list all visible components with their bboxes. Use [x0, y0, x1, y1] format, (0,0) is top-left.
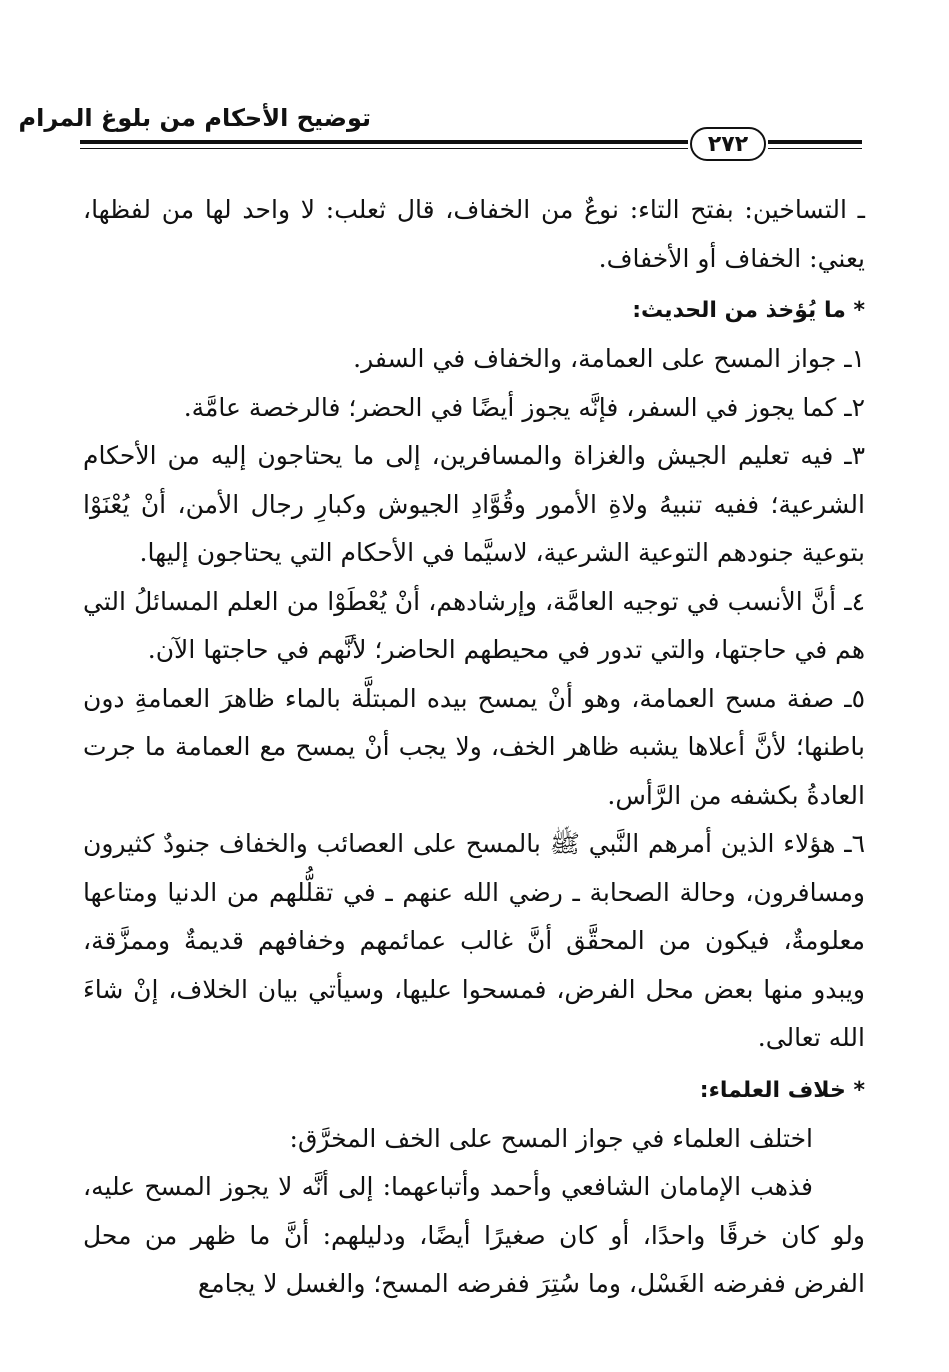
body-paragraph: فذهب الإمامان الشافعي وأحمد وأتباعهما: إلى أنَّه لا يجوز المسح عليه، ولو كان خرقًا واحدًا، أو كان صغيرًا أيضًا، ودليلهم: أنَّ ما ظهر من محل الفرض ففرضه الغَسْل، وما سُتِرَ ففرضه المسح؛ والغسل لا يجامع: [83, 1172, 865, 1298]
section-heading-scholars-disagreement: * خلاف العلماء:: [699, 1077, 865, 1103]
section-heading-hadith-benefits: * ما يُؤخذ من الحديث:: [632, 298, 865, 323]
list-item: ٥ـ صفة مسح العمامة، وهو أنْ يمسح بيده المبتلَّة بالماء ظاهرَ العمامةِ دون باطنها؛ لأنَّ أعلاها يشبه ظاهر الخف، ولا يجب أنْ يمسح مع العمامة ما جرت العادةُ بكشفه من الرَّأس.: [83, 683, 865, 810]
body-paragraph: اختلف العلماء في جواز المسح على الخف المخرَّق:: [289, 1123, 813, 1153]
running-header-title: توضيح الأحكام من بلوغ المرام: [18, 104, 371, 132]
definition-paragraph: ـ التساخين: بفتح التاء: نوعٌ من الخفاف، قال ثعلب: لا واحد لها من لفظها، يعني: الخفاف أو الأخفاف.: [83, 195, 865, 273]
list-item: ٦ـ هؤلاء الذين أمرهم النَّبي ﷺ بالمسح على العصائب والخفاف جنودٌ كثيرون ومسافرون، وحالة الصحابة ـ رضي الله عنهم ـ في تقلُّلهم من الدنيا ومتاعها معلومةٌ، فيكون من المحقَّق أنَّ غالب عمائمهم وخفافهم قديمةٌ وممزَّقة، ويبدو منها بعض محل الفرض، فمسحوا عليها، وسيأتي بيان الخلاف، إنْ شاءَ الله تعالى.: [83, 829, 865, 1052]
page-body: [83, 186, 865, 1309]
header-rule-right: [768, 140, 862, 149]
page-number: ٢٧٢: [690, 127, 766, 161]
list-item: ٤ـ أنَّ الأنسب في توجيه العامَّة، وإرشادهم، أنْ يُعْطَوْا من العلم المسائلُ التي هم في حاجتها، والتي تدور في محيطهم الحاضر؛ لأنَّهم في حاجتها الآن.: [83, 586, 865, 664]
list-item: ١ـ جواز المسح على العمامة، والخفاف في السفر.: [353, 344, 865, 373]
header-rule-left: [80, 140, 688, 149]
list-item: ٢ـ كما يجوز في السفر، فإنَّه يجوز أيضًا في الحضر؛ فالرخصة عامَّة.: [183, 392, 865, 422]
list-item: ٣ـ فيه تعليم الجيش والغزاة والمسافرين، إلى ما يحتاجون إليه من الأحكام الشرعية؛ ففيه تنبيهُ ولاةِ الأمور وقُوَّادِ الجيوش وكبارِ رجال الأمن، أنْ يُعْنَوْا بتوعية جنودهم التوعية الشرعية، لاسيَّما في الأحكام التي يحتاجون إليها.: [83, 441, 865, 567]
